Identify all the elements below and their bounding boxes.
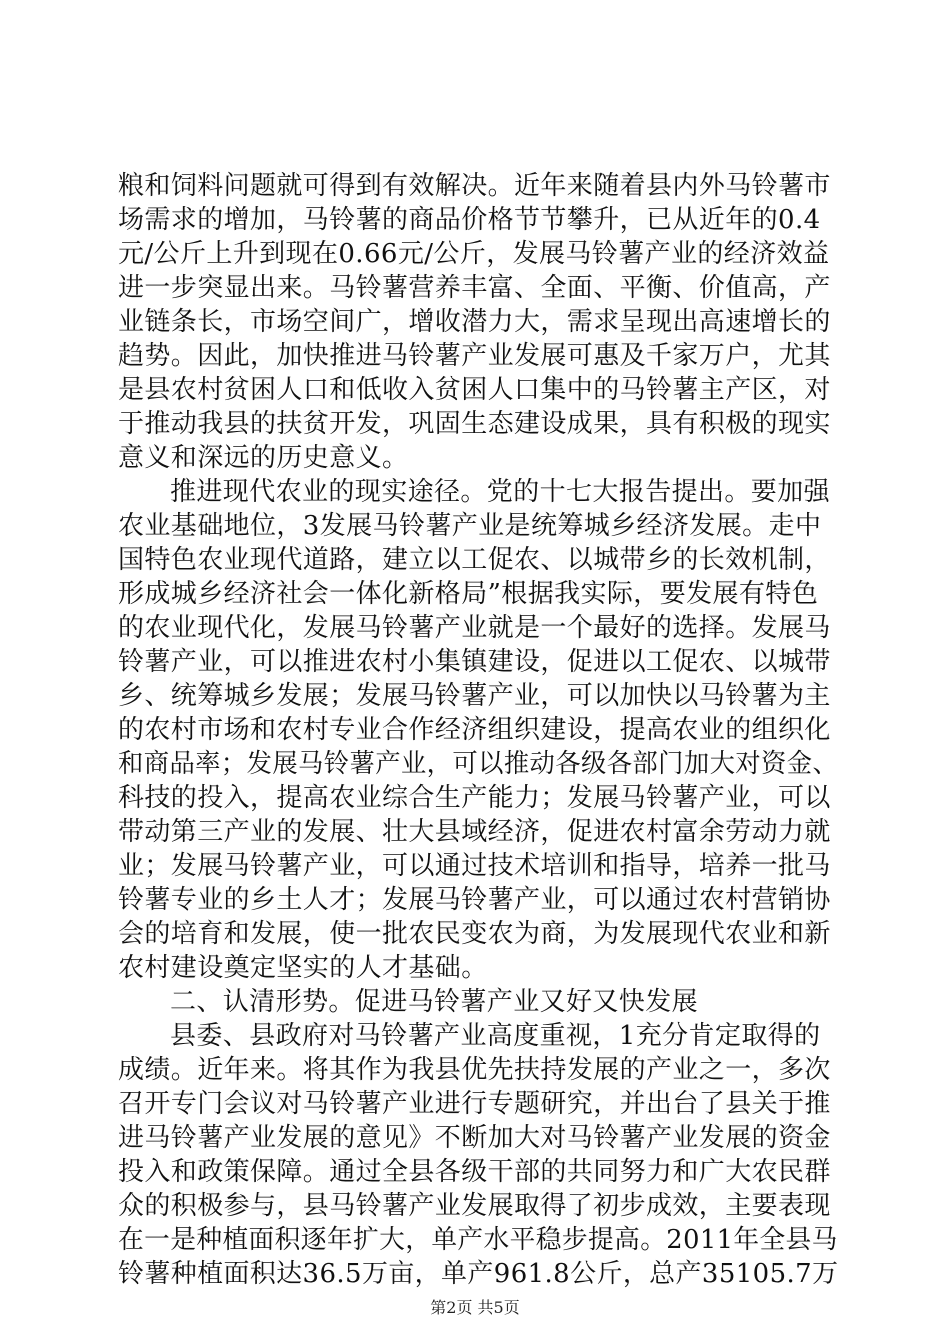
text-line: 铃薯产业，可以推进农村小集镇建设，促进以工促农、以城带 (118, 647, 831, 677)
section-heading: 二、认清形势。促进马铃薯产业又好又快发展 (170, 987, 699, 1017)
text-line: 粮和饲料问题就可得到有效解决。近年来随着县内外马铃薯市 (118, 171, 831, 201)
text-line: 和商品率；发展马铃薯产业，可以推动各级各部门加大对资金、 (118, 749, 839, 779)
paragraph-start-line: 县委、县政府对马铃薯产业高度重视，1充分肯定取得的 (170, 1021, 821, 1051)
text-line: 铃薯专业的乡土人才；发展马铃薯产业，可以通过农村营销协 (118, 885, 831, 915)
text-line: 进一步突显出来。马铃薯营养丰富、全面、平衡、价值高，产 (118, 273, 831, 303)
text-line: 进马铃薯产业发展的意见》不断加大对马铃薯产业发展的资金 (118, 1123, 831, 1153)
text-line: 于推动我县的扶贫开发，巩固生态建设成果，具有积极的现实 (118, 409, 831, 439)
text-line: 是县农村贫困人口和低收入贫困人口集中的马铃薯主产区，对 (118, 375, 831, 405)
text-line: 元/公斤上升到现在0.66元/公斤，发展马铃薯产业的经济效益 (118, 239, 830, 269)
text-line: 的农村市场和农村专业合作经济组织建设，提高农业的组织化 (118, 715, 831, 745)
text-line: 在一是种植面积逐年扩大，单产水平稳步提高。2011年全县马 (118, 1225, 838, 1255)
text-line: 农村建设奠定坚实的人才基础。 (118, 953, 488, 983)
text-line: 的农业现代化，发展马铃薯产业就是一个最好的选择。发展马 (118, 613, 831, 643)
text-line: 铃薯种植面积达36.5万亩，单产961.8公斤，总产35105.7万 (118, 1259, 839, 1289)
text-line: 业；发展马铃薯产业，可以通过技术培训和指导，培养一批马 (118, 851, 831, 881)
text-line: 召开专门会议对马铃薯产业进行专题研究，并出台了县关于推 (118, 1089, 831, 1119)
text-line: 国特色农业现代道路，建立以工促农、以城带乡的长效机制， (118, 545, 831, 575)
text-line: 农业基础地位，3发展马铃薯产业是统筹城乡经济发展。走中 (118, 511, 822, 541)
text-line: 成绩。近年来。将其作为我县优先扶持发展的产业之一，多次 (118, 1055, 831, 1085)
text-line: 业链条长，市场空间广，增收潜力大，需求呈现出高速增长的 (118, 307, 831, 337)
paragraph-start-line: 推进现代农业的现实途径。党的十七大报告提出。要加强 (170, 477, 831, 507)
text-line: 乡、统筹城乡发展；发展马铃薯产业，可以加快以马铃薯为主 (118, 681, 831, 711)
text-line: 形成城乡经济社会一体化新格局”根据我实际，要发展有特色 (118, 579, 819, 609)
text-line: 场需求的增加，马铃薯的商品价格节节攀升，已从近年的0.4 (118, 205, 821, 235)
text-line: 众的积极参与，县马铃薯产业发展取得了初步成效，主要表现 (118, 1191, 831, 1221)
text-line: 科技的投入，提高农业综合生产能力；发展马铃薯产业，可以 (118, 783, 831, 813)
page-footer: 第2页 共5页 (430, 1298, 520, 1317)
text-line: 会的培育和发展，使一批农民变农为商，为发展现代农业和新 (118, 919, 831, 949)
text-line: 意义和深远的历史意义。 (118, 443, 409, 473)
text-line: 趋势。因此，加快推进马铃薯产业发展可惠及千家万户，尤其 (118, 341, 831, 371)
text-line: 带动第三产业的发展、壮大县域经济，促进农村富余劳动力就 (118, 817, 831, 847)
text-line: 投入和政策保障。通过全县各级干部的共同努力和广大农民群 (118, 1157, 831, 1187)
